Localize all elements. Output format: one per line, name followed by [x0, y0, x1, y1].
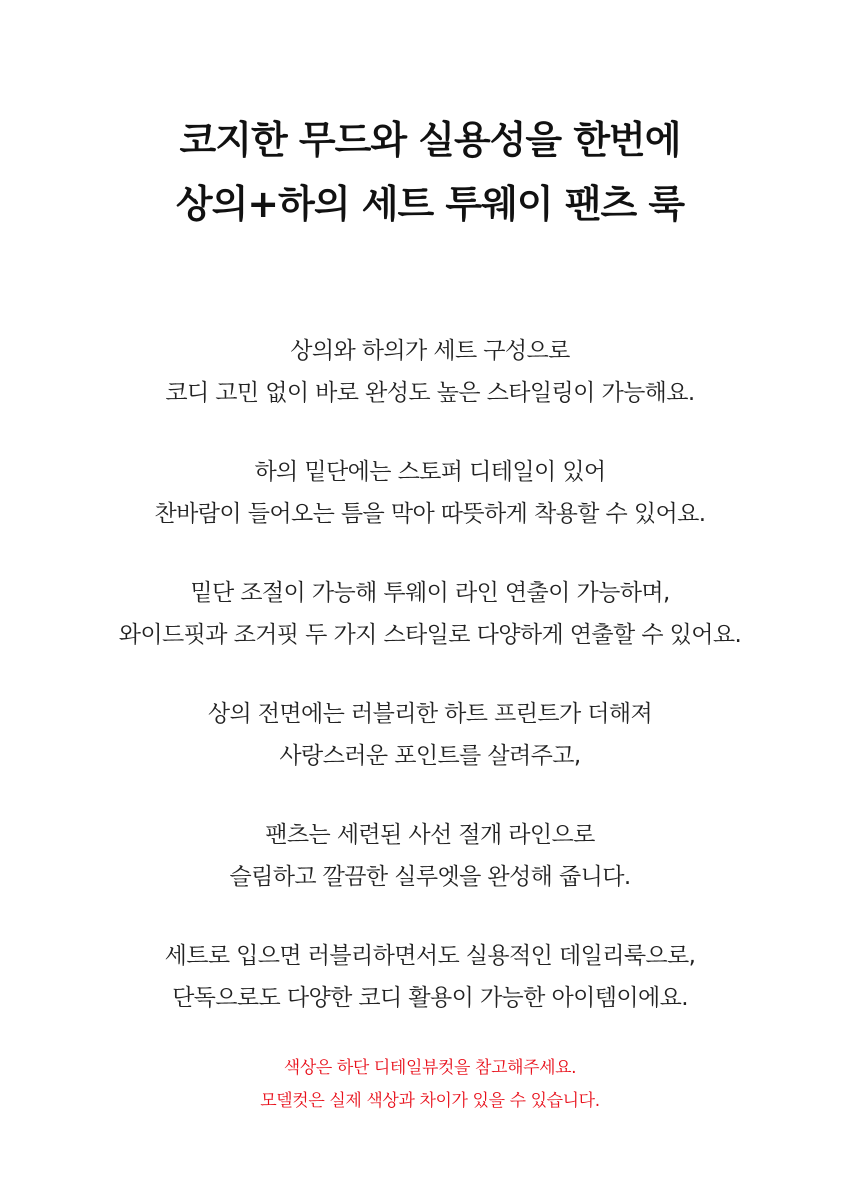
paragraph-two-way-fit: [0, 572, 860, 656]
headline: [0, 108, 860, 236]
paragraph-line: 밑단 조절이 가능해 투웨이 라인 연출이 가능하며,: [190, 580, 670, 606]
paragraph-line: 슬림하고 깔끔한 실루엣을 완성해 줍니다.: [229, 864, 631, 890]
paragraph-heart-print: [0, 693, 860, 777]
paragraph-line: 찬바람이 들어오는 틈을 막아 따뜻하게 착용할 수 있어요.: [154, 501, 706, 527]
paragraph-line: 상의와 하의가 세트 구성으로: [290, 338, 570, 364]
color-notice: [0, 1052, 860, 1118]
paragraph-line: 단독으로도 다양한 코디 활용이 가능한 아이템이에요.: [172, 985, 688, 1011]
paragraph-line: 세트로 입으면 러블리하면서도 실용적인 데일리룩으로,: [164, 943, 696, 969]
color-notice-line-2: 모델컷은 실제 색상과 차이가 있을 수 있습니다.: [260, 1091, 600, 1111]
color-notice-line-1: 색상은 하단 디테일뷰컷을 참고해주세요.: [283, 1058, 577, 1078]
description-body: [0, 330, 860, 1056]
paragraph-line: 사랑스러운 포인트를 살려주고,: [279, 743, 581, 769]
paragraph-stopper-detail: [0, 451, 860, 535]
paragraph-line: 팬츠는 세련된 사선 절개 라인으로: [265, 822, 595, 848]
paragraph-line: 하의 밑단에는 스토퍼 디테일이 있어: [254, 459, 606, 485]
paragraph-line: 와이드핏과 조거핏 두 가지 스타일로 다양하게 연출할 수 있어요.: [118, 622, 742, 648]
headline-line-1: 코지한 무드와 실용성을 한번에: [179, 118, 681, 162]
paragraph-set-composition: [0, 330, 860, 414]
paragraph-line: 코디 고민 없이 바로 완성도 높은 스타일링이 가능해요.: [165, 380, 695, 406]
paragraph-line: 상의 전면에는 러블리한 하트 프린트가 더해져: [207, 701, 653, 727]
paragraph-daily-look: [0, 935, 860, 1019]
paragraph-diagonal-line: [0, 814, 860, 898]
headline-line-2: 상의+하의 세트 투웨이 팬츠 룩: [175, 182, 685, 226]
